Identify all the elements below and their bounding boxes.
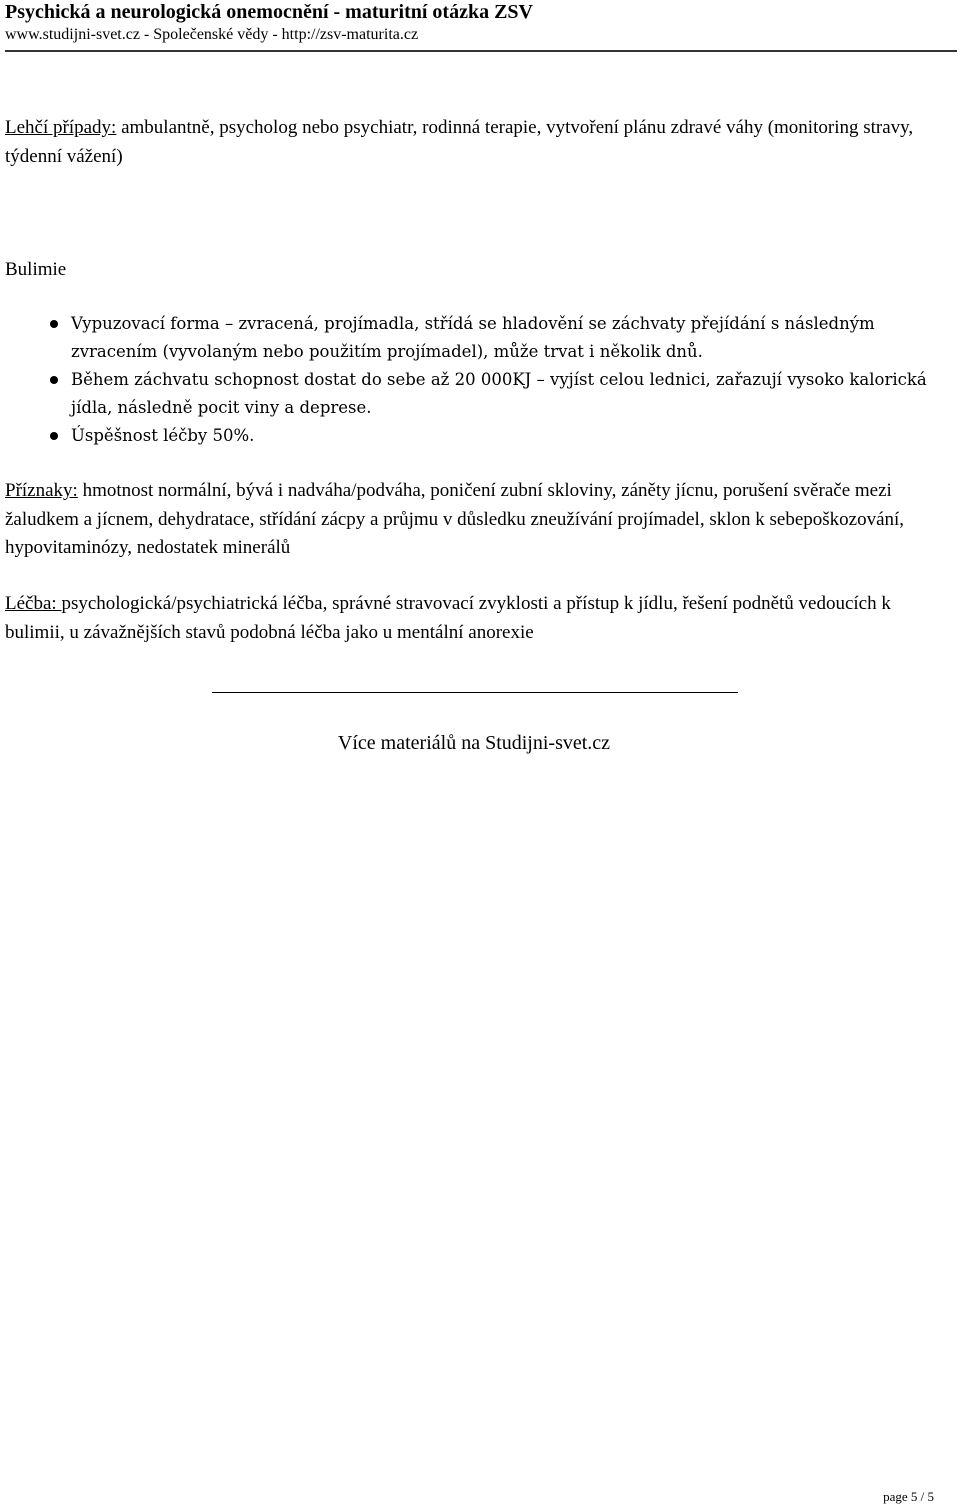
- list-item: [0, 422, 960, 450]
- list-item-text: Úspěšnost léčby 50%.: [71, 426, 255, 445]
- bulimie-list: [0, 310, 960, 450]
- page-header: [5, 0, 957, 52]
- bullet-icon: [50, 432, 58, 440]
- symptoms-label: Příznaky:: [5, 480, 78, 501]
- bullet-icon: [50, 376, 58, 384]
- bulimie-heading: Bulimie: [5, 259, 67, 280]
- list-item: [0, 366, 960, 422]
- footer-divider: [212, 692, 738, 693]
- lighter-cases-text: ambulantně, psycholog nebo psychiatr, rodinná terapie, vytvoření plánu zdravé váhy (monitoring stravy, týdenní vážení): [5, 117, 914, 167]
- page-number: page 5 / 5: [883, 1489, 934, 1504]
- symptoms-paragraph: [5, 477, 955, 563]
- treatment-text: psychologická/psychiatrická léčba, správné stravovací zvyklosti a přístup k jídlu, řešení podnětů vedoucích k bulimii, u závažnějších stavů podobná léčba jako u mentální anorexie: [5, 593, 891, 643]
- list-item: [0, 310, 960, 366]
- lighter-cases-label: Lehčí případy:: [5, 117, 117, 138]
- list-item-text: Vypuzovací forma – zvracená, projímadla, střídá se hladovění se záchvaty přejídání s následným zvracením (vyvolaným nebo použitím projímadel), může trvat i několik dnů.: [71, 314, 875, 361]
- document-subtitle: www.studijni-svet.cz - Společenské vědy - http://zsv-maturita.cz: [5, 26, 419, 43]
- treatment-paragraph: [5, 590, 955, 647]
- bullet-icon: [50, 320, 58, 328]
- document-title: Psychická a neurologická onemocnění - maturitní otázka ZSV: [5, 1, 533, 23]
- more-materials-link[interactable]: Více materiálů na Studijni-svet.cz: [337, 732, 611, 754]
- treatment-label: Léčba:: [5, 593, 62, 614]
- lighter-cases-paragraph: [5, 114, 955, 171]
- list-item-text: Během záchvatu schopnost dostat do sebe až 20 000KJ – vyjíst celou lednici, zařazují vysoko kalorická jídla, následně pocit viny a deprese.: [71, 370, 927, 417]
- symptoms-text: hmotnost normální, bývá i nadváha/podváha, poničení zubní skloviny, záněty jícnu, porušení svěrače mezi žaludkem a jícnem, dehydratace, střídání zácpy a průjmu v důsledku zneužívání projímadel, sklon k sebepoškozování, hypovitaminózy, nedostatek minerálů: [5, 480, 905, 558]
